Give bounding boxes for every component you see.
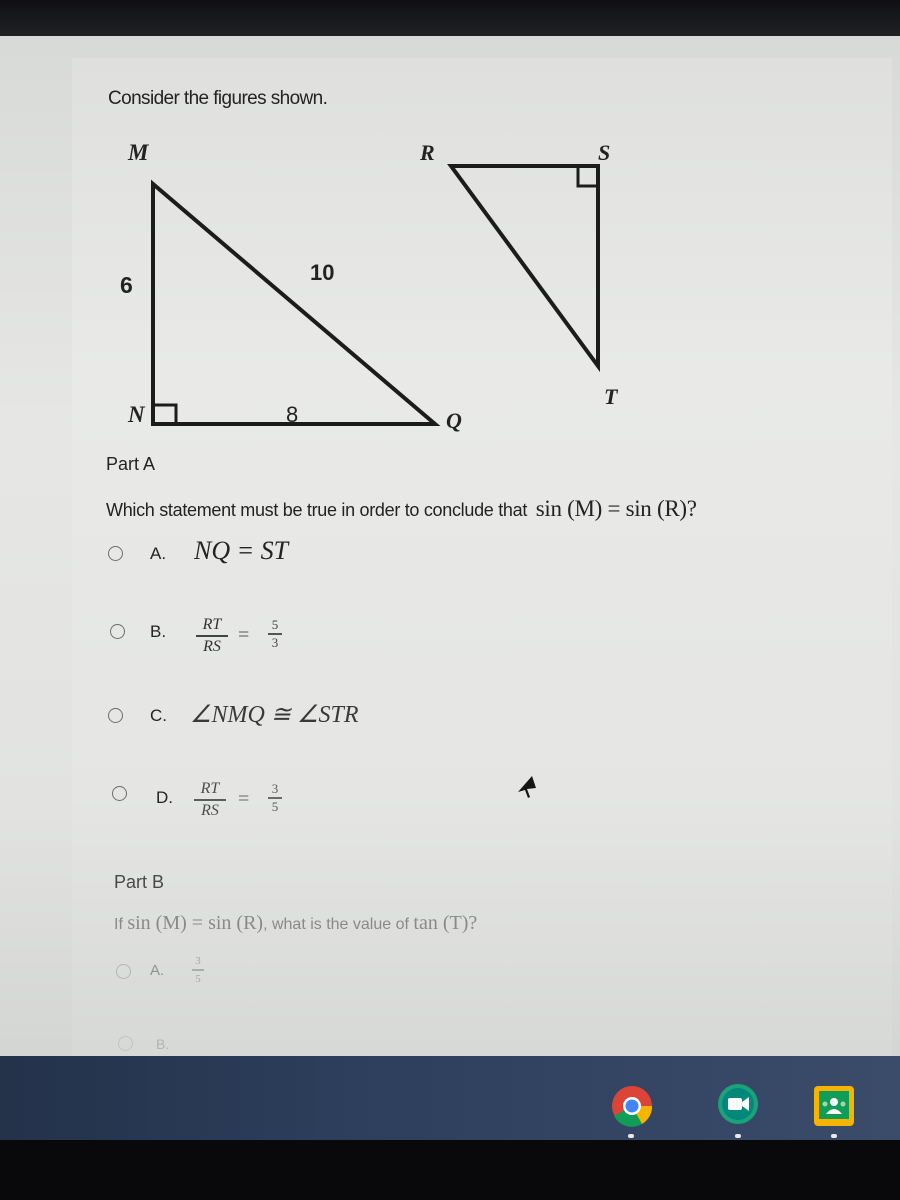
fraction-bar xyxy=(194,799,226,801)
option-c-radio[interactable] xyxy=(108,708,123,723)
option-c-text[interactable]: ∠NMQ ≅ ∠STR xyxy=(190,702,359,728)
option-d-numerator: RT xyxy=(200,780,220,797)
part-b-prompt xyxy=(114,912,477,935)
vertex-label-m: M xyxy=(128,140,149,165)
option-d-value xyxy=(268,782,282,814)
side-label-nq: 8 xyxy=(286,402,299,427)
device-top-bezel xyxy=(0,0,900,36)
part-b-math1: sin (M) = sin (R) xyxy=(127,912,264,934)
triangle-mnq xyxy=(153,184,435,424)
meet-active-indicator xyxy=(735,1134,741,1138)
part-b-mid: , what is the value of xyxy=(263,916,409,933)
option-d-denominator: RS xyxy=(201,801,219,819)
part-b-prefix: If xyxy=(114,916,123,933)
option-b-letter: B. xyxy=(150,622,167,641)
triangles-figure xyxy=(0,36,900,456)
fraction-bar xyxy=(196,635,228,637)
right-angle-marker-s xyxy=(578,166,598,186)
right-angle-marker-n xyxy=(153,405,176,424)
classroom-active-indicator xyxy=(831,1134,837,1138)
option-d-value-num: 3 xyxy=(271,781,279,796)
mouse-cursor-icon xyxy=(516,774,538,800)
part-b-math2: tan (T)? xyxy=(413,912,478,934)
part-a-heading: Part A xyxy=(106,454,156,474)
taskbar xyxy=(0,1056,900,1140)
side-label-mn: 6 xyxy=(120,272,133,298)
triangle-rst xyxy=(451,166,598,366)
option-d-value-den: 5 xyxy=(271,798,279,814)
vertex-label-t: T xyxy=(604,384,618,409)
vertex-label-q: Q xyxy=(446,408,462,433)
part-b-heading: Part B xyxy=(114,872,165,892)
side-label-mq: 10 xyxy=(310,260,335,285)
part-b-option-a-den: 5 xyxy=(195,972,201,985)
part-b-option-b-radio[interactable] xyxy=(118,1036,133,1051)
chrome-active-indicator xyxy=(628,1134,634,1138)
part-a-prompt-math: sin (M) = sin (R)? xyxy=(535,496,697,521)
option-b-equals: = xyxy=(238,624,250,646)
part-b-option-a-num: 3 xyxy=(195,955,201,967)
part-b-option-a-value[interactable] xyxy=(192,954,204,986)
vertex-label-n: N xyxy=(128,402,145,427)
option-c-letter: C. xyxy=(150,706,167,725)
option-b-denominator: RS xyxy=(203,637,221,655)
option-a-letter: A. xyxy=(150,544,167,563)
option-b-numerator: RT xyxy=(202,616,222,633)
part-b-option-a-letter: A. xyxy=(150,962,165,979)
option-a-radio[interactable] xyxy=(108,546,123,561)
device-bottom-bezel xyxy=(0,1140,900,1200)
classroom-icon[interactable] xyxy=(812,1084,856,1128)
part-b-option-b-letter: B. xyxy=(156,1036,170,1052)
part-b-option-a-radio[interactable] xyxy=(116,964,131,979)
part-a-prompt-text: Which statement must be true in order to conclude that xyxy=(106,500,528,520)
option-d-letter: D. xyxy=(156,788,173,807)
option-d-radio[interactable] xyxy=(112,786,127,801)
option-d-fraction[interactable] xyxy=(194,780,226,820)
option-a-text[interactable]: NQ = ST xyxy=(194,536,289,565)
vertex-label-s: S xyxy=(598,140,611,165)
option-b-value xyxy=(268,618,282,650)
option-b-radio[interactable] xyxy=(110,624,125,639)
screen xyxy=(0,36,900,1140)
fraction-bar xyxy=(192,969,204,971)
meet-icon[interactable] xyxy=(716,1082,760,1126)
option-b-value-den: 3 xyxy=(271,634,279,650)
option-b-value-num: 5 xyxy=(271,617,279,632)
option-d-equals: = xyxy=(238,788,250,810)
option-b-fraction[interactable] xyxy=(196,616,228,656)
chrome-icon[interactable] xyxy=(610,1084,654,1128)
question-intro: Consider the figures shown. xyxy=(108,88,328,109)
part-a-prompt xyxy=(106,496,697,522)
vertex-label-r: R xyxy=(420,140,435,165)
